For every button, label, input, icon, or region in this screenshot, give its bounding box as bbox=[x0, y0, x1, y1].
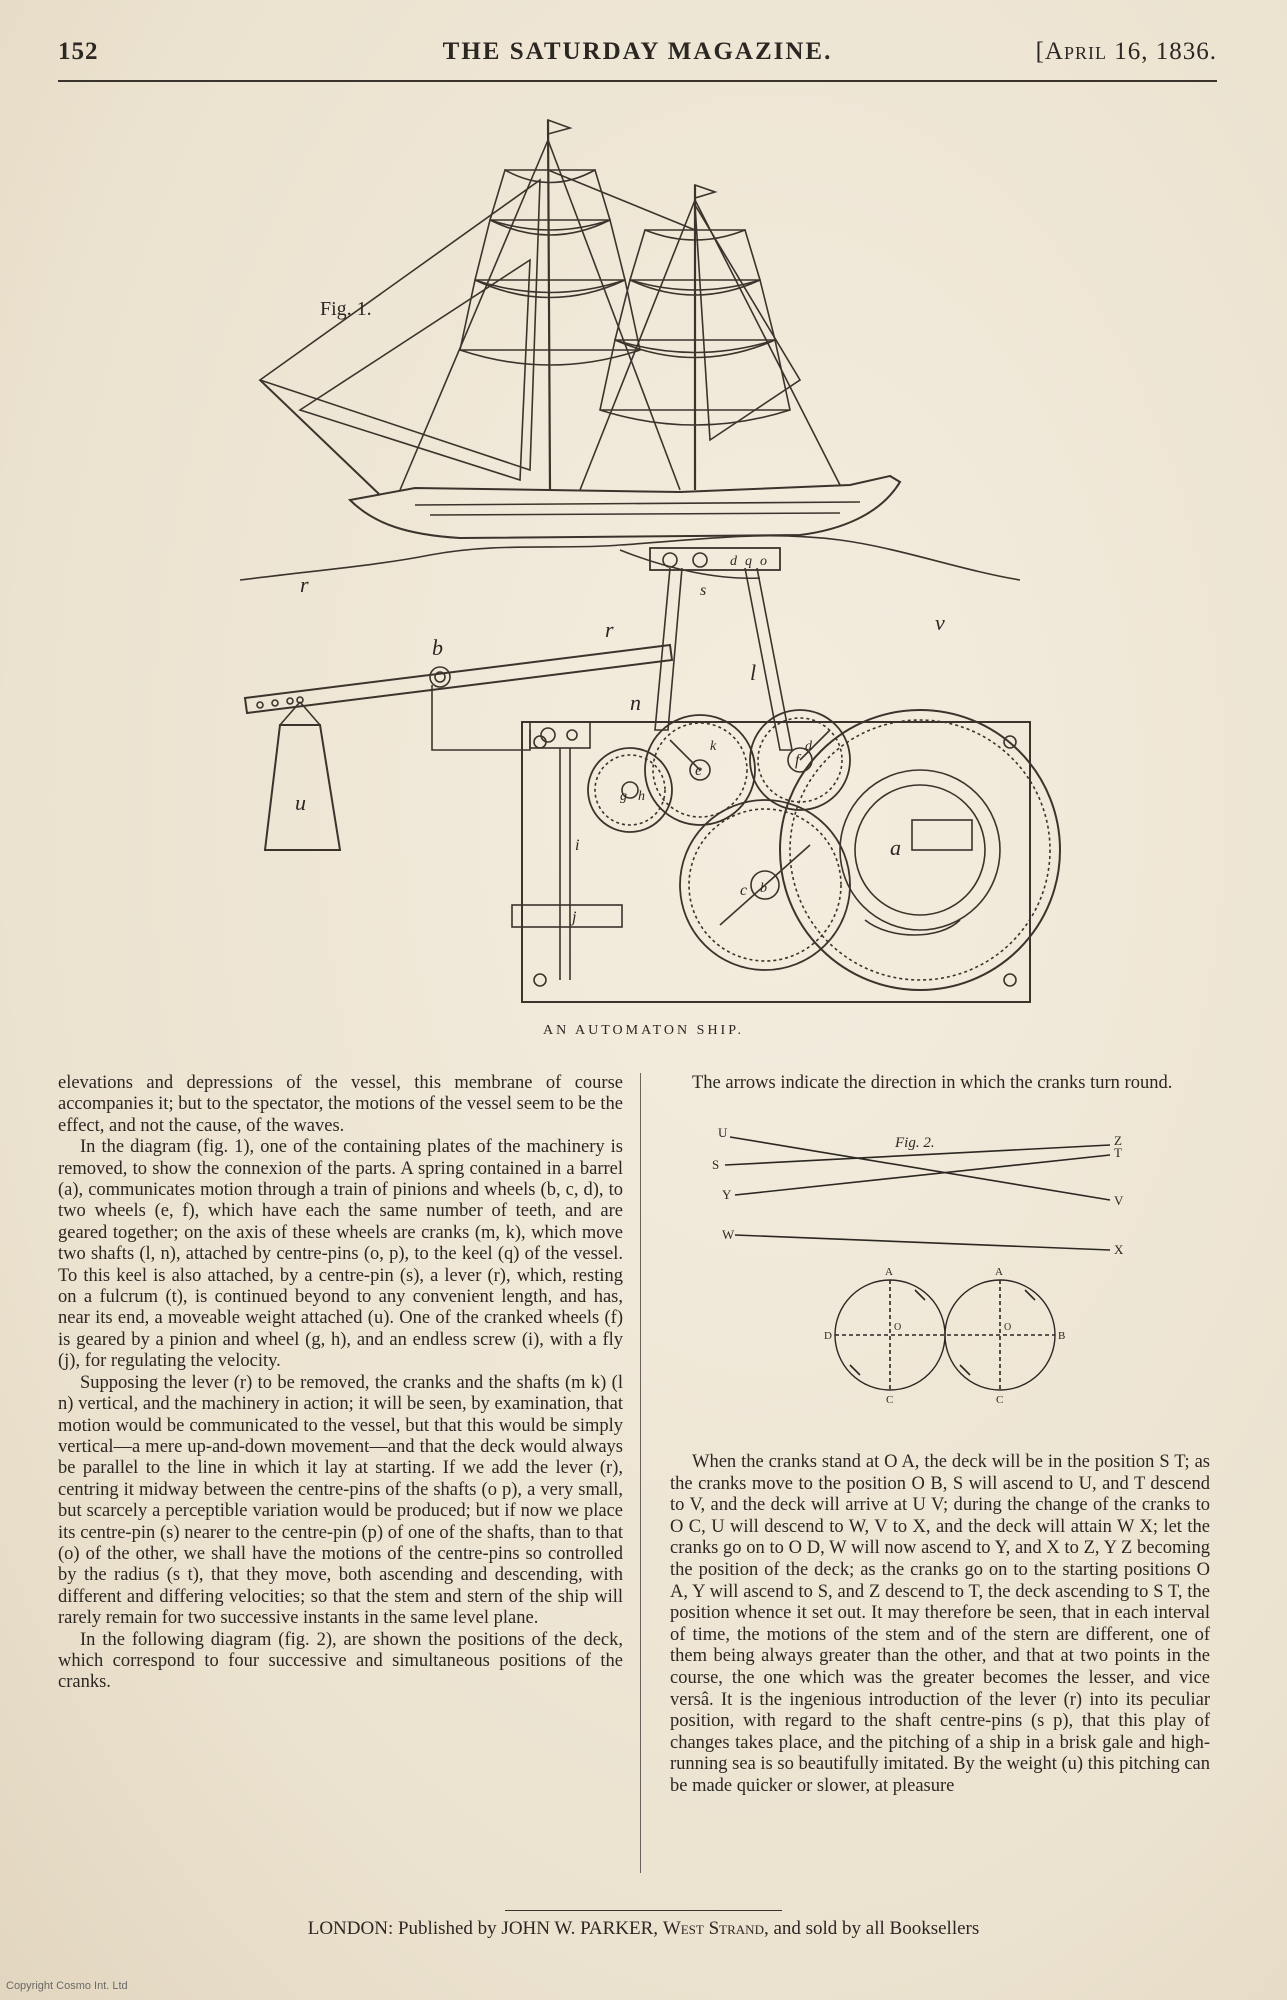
column-divider bbox=[640, 1073, 641, 1873]
svg-text:c: c bbox=[740, 882, 748, 899]
svg-text:u: u bbox=[295, 790, 306, 815]
automaton-ship-figure bbox=[200, 110, 1130, 1010]
svg-text:d: d bbox=[730, 554, 737, 569]
svg-text:k: k bbox=[710, 739, 717, 754]
svg-text:i: i bbox=[575, 837, 580, 854]
page-number: 152 bbox=[58, 38, 99, 65]
footer-address: West Strand, bbox=[662, 1918, 769, 1939]
svg-text:q: q bbox=[745, 554, 752, 569]
svg-text:h: h bbox=[638, 789, 645, 804]
svg-text:B: B bbox=[1058, 1330, 1066, 1342]
svg-text:o: o bbox=[760, 554, 767, 569]
footer-london: LONDON: bbox=[307, 1918, 394, 1939]
svg-text:d: d bbox=[805, 739, 812, 754]
figure1-labels bbox=[295, 298, 945, 926]
header-rule bbox=[58, 80, 1217, 82]
fig1-label: Fig. 1. bbox=[320, 298, 372, 320]
svg-text:r: r bbox=[605, 617, 614, 642]
svg-text:U: U bbox=[718, 1125, 728, 1140]
magazine-title: THE SATURDAY MAGAZINE. bbox=[442, 38, 833, 65]
paragraph: In the following diagram (fig. 2), are shown the positions of the deck, which correspond to four successive and simultaneous positions of the cranks. bbox=[58, 1629, 623, 1693]
copyright-notice: Copyright Cosmo Int. Ltd bbox=[6, 1980, 128, 1992]
footer-publisher: Published by JOHN W. PARKER, bbox=[397, 1918, 659, 1939]
figure1-caption: AN AUTOMATON SHIP. bbox=[543, 1023, 744, 1038]
paragraph: When the cranks stand at O A, the deck will be in the position S T; as the cranks move to the position O B, S will ascend to U, and T descend to V, and the deck will arrive at U V; during the change of the cranks to O C, U will descend to W, V to X, and the deck will attain W X; let the cranks go on to O D, W will now ascend to Y, and X to Z, Y Z becoming the position of the deck; as the cranks go on to the starting positions O A, Y will ascend to S, and Z descend to T, the deck ascending to S T, the position whence it set out. It may therefore be seen, that in each interval of time, the motions of the stem and of the stern are different, one of them being always greater than the other, and that at two points in the course, the one which was the greater becomes the lesser, and vice versâ. It is the ingenious introduction of the lever (r) into its peculiar position, with regard to the shaft centre-pins (s p), that this play of changes takes place, and the pitching of a ship in a brisk gale and high-running sea is so beautifully imitated. By the weight (u) this pitching can be made quicker or slower, at pleasure bbox=[670, 1452, 1210, 1796]
svg-text:D: D bbox=[824, 1330, 832, 1342]
footer-rule bbox=[505, 1910, 782, 1911]
page-header bbox=[58, 38, 1217, 78]
svg-text:b: b bbox=[760, 881, 767, 896]
svg-text:g: g bbox=[620, 789, 627, 804]
svg-text:W: W bbox=[722, 1227, 735, 1242]
svg-text:v: v bbox=[935, 610, 945, 635]
right-column-top bbox=[670, 1073, 1210, 1094]
issue-date: [April 16, 1836. bbox=[1035, 38, 1217, 65]
svg-text:C: C bbox=[996, 1394, 1004, 1406]
fig2-label: Fig. 2. bbox=[895, 1135, 935, 1151]
svg-text:j: j bbox=[572, 909, 577, 926]
svg-text:O: O bbox=[1004, 1322, 1012, 1333]
svg-text:f: f bbox=[795, 752, 800, 769]
svg-text:Z: Z bbox=[1114, 1133, 1122, 1148]
publisher-footer bbox=[0, 1918, 1287, 1940]
svg-text:e: e bbox=[695, 762, 703, 779]
deck-positions-figure bbox=[712, 1125, 1140, 1425]
right-column-bottom bbox=[670, 1452, 1210, 1798]
svg-text:A: A bbox=[885, 1266, 893, 1278]
paragraph: In the diagram (fig. 1), one of the containing plates of the machinery is removed, to show the connexion of the parts. A spring contained in a barrel (a), communicates motion through a train of pinions and wheels (b, c, d), to two wheels (e, f), which have each the same number of teeth, and are geared together; on the axis of these wheels are cranks (m, k), which move two shafts (l, n), attached by centre-pins (o, p), to the keel (q) of the vessel. To this keel is also attached, by a centre-pin (s), a lever (r), which, resting on a fulcrum (t), is continued beyond to any convenient length, and has, near its end, a moveable weight attached (u). One of the cranked wheels (f) is geared by a pinion and wheel (g, h), and an endless screw (i), with a fly (j), for regulating the velocity. bbox=[58, 1137, 623, 1372]
svg-text:Y: Y bbox=[722, 1187, 732, 1202]
svg-text:b: b bbox=[432, 635, 443, 660]
svg-text:A: A bbox=[995, 1266, 1003, 1278]
left-column bbox=[58, 1073, 623, 1694]
paragraph: Supposing the lever (r) to be removed, the cranks and the shafts (m k) (l n) vertical, and the machinery in action; it will be seen, by examination, that motion would be communicated to the vessel, but that this would be simply vertical—a mere up-and-down movement—and that the deck would always be parallel to the line in which it lay at starting. If we add the lever (r), centring it midway between the centre-pins of the shafts (o p), a very small, but scarcely a perceptible variation would be produced; but if now we place its centre-pin (s) nearer to the centre-pin (p) of one of the shafts, than to that (o) of the other, we shall have the motions of the centre-pins so controlled by the radius (s t), that they move, both ascending and descending, with different and differing velocities; so that the stem and stern of the ship will rarely remain for two successive instants in the same level plane. bbox=[58, 1372, 623, 1629]
svg-text:n: n bbox=[630, 690, 641, 715]
paragraph: elevations and depressions of the vessel, this membrane of course accompanies it; but to the spectator, the motions of the vessel seem to be the effect, and not the cause, of the waves. bbox=[58, 1073, 623, 1136]
svg-text:s: s bbox=[700, 582, 707, 599]
svg-text:a: a bbox=[890, 835, 901, 860]
paragraph: The arrows indicate the direction in which the cranks turn round. bbox=[692, 1073, 1173, 1093]
svg-text:l: l bbox=[750, 660, 757, 685]
footer-sold-by: and sold by all Booksellers bbox=[773, 1918, 980, 1939]
svg-text:V: V bbox=[1114, 1193, 1124, 1208]
svg-text:r: r bbox=[300, 572, 309, 597]
svg-text:S: S bbox=[712, 1157, 720, 1172]
svg-text:O: O bbox=[894, 1322, 902, 1333]
svg-text:T: T bbox=[1114, 1145, 1122, 1160]
svg-text:X: X bbox=[1114, 1242, 1124, 1257]
svg-text:C: C bbox=[886, 1394, 894, 1406]
